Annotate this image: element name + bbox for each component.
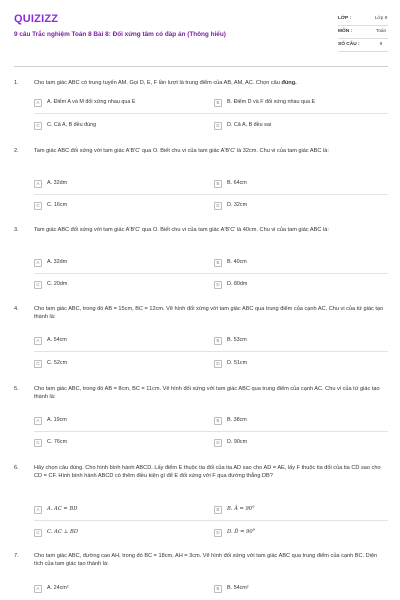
option-key-box: B — [214, 337, 222, 345]
option-d[interactable] — [214, 279, 388, 291]
question-text: Cho tam giác ABC có trung tuyến AM. Gọi D, E, F lần lượt là trung điểm của AB, AM, AC. Chọn câu đúng. — [34, 80, 297, 86]
question-3 — [14, 227, 388, 297]
option-b[interactable] — [214, 504, 388, 516]
option-b[interactable] — [214, 335, 388, 347]
meta-label: SỐ CÂU : — [338, 41, 360, 47]
option-text: B. 38cm — [227, 417, 247, 424]
question-text: Cho tam giác ABC, trong đó AB = 15cm, BC = 12cm. Vẽ hình đối xứng với tam giác ABC qua trung điểm của cạnh AC. Chu vi của tứ giác tạo thành là: — [34, 306, 384, 320]
option-d[interactable] — [214, 437, 388, 449]
meta-label: LỚP : — [338, 15, 352, 21]
option-text: C. 52cm — [47, 360, 68, 367]
option-a[interactable] — [34, 97, 208, 109]
meta-value: Lớp 8 — [374, 15, 388, 21]
option-text: D. 51cm — [227, 360, 248, 367]
option-key-box: A — [34, 337, 42, 345]
option-a[interactable] — [34, 257, 208, 269]
option-key-box: D — [214, 529, 222, 537]
option-a[interactable] — [34, 583, 208, 595]
option-text: C. AC ⊥ BD — [47, 529, 78, 536]
option-a[interactable] — [34, 178, 208, 190]
option-b[interactable] — [214, 415, 388, 427]
question-text-emphasis: đúng. — [281, 80, 297, 86]
option-d[interactable] — [214, 527, 388, 539]
question-2 — [14, 148, 388, 218]
option-key-box: A — [34, 259, 42, 267]
option-key-box: C — [34, 202, 42, 210]
option-d[interactable] — [214, 358, 388, 370]
option-divider — [34, 520, 388, 521]
option-key-box: D — [214, 439, 222, 447]
question-number: 4. — [14, 306, 19, 312]
option-divider — [34, 351, 388, 352]
meta-row-class — [338, 13, 388, 26]
question-text: Tam giác ABC đối xứng với tam giác A'B'C' qua O. Biết chu vi của tam giác A'B'C' là 32cm. Chu vi của tam giác ABC là: — [34, 148, 329, 154]
question-4 — [14, 306, 388, 378]
option-key-box: A — [34, 180, 42, 188]
option-d[interactable] — [214, 200, 388, 212]
question-text: Cho tam giác ABC, đường cao AH, trong đó BC = 18cm, AH = 3cm. Vẽ hình đối xứng với tam giác ABC qua trung điểm của cạnh BC. Diện tích của tam giác tạo thành là: — [34, 553, 378, 567]
question-number: 5. — [14, 386, 19, 392]
option-key-box: C — [34, 122, 42, 130]
worksheet-title: 9 câu Trắc nghiệm Toán 8 Bài 8: Đối xứng tâm có đáp án (Thông hiểu) — [14, 31, 226, 38]
option-b[interactable] — [214, 257, 388, 269]
option-a[interactable] — [34, 504, 208, 516]
option-a[interactable] — [34, 415, 208, 427]
question-number: 2. — [14, 148, 19, 154]
option-text: C. 16cm — [47, 202, 68, 209]
option-key-box: C — [34, 439, 42, 447]
option-key-box: A — [34, 506, 42, 514]
option-text: A. 24cm² — [47, 585, 69, 592]
option-key-box: D — [214, 360, 222, 368]
meta-panel — [338, 13, 388, 52]
option-text: B. 40cm — [227, 259, 247, 266]
question-5 — [14, 386, 388, 458]
option-text: B. Â = 90° — [227, 506, 255, 513]
option-key-box: A — [34, 99, 42, 107]
header-divider — [14, 66, 388, 67]
option-b[interactable] — [214, 178, 388, 190]
option-b[interactable] — [214, 583, 388, 595]
question-7 — [14, 553, 388, 600]
option-text: C. 20dm — [47, 281, 68, 288]
option-divider — [34, 113, 388, 114]
option-key-box: B — [214, 506, 222, 514]
option-text: D. 90cm — [227, 439, 248, 446]
option-c[interactable] — [34, 527, 208, 539]
option-text: D. 32cm — [227, 202, 248, 209]
option-text: C. 76cm — [47, 439, 68, 446]
option-key-box: B — [214, 180, 222, 188]
question-6 — [14, 465, 388, 547]
question-number: 6. — [14, 465, 19, 471]
option-text: D. D̂ = 90° — [227, 529, 256, 536]
option-divider — [34, 431, 388, 432]
meta-value: 9 — [379, 41, 383, 47]
option-c[interactable] — [34, 437, 208, 449]
option-b[interactable] — [214, 97, 388, 109]
option-text: A. 32dm — [47, 259, 68, 266]
option-c[interactable] — [34, 279, 208, 291]
option-key-box: D — [214, 202, 222, 210]
option-text: B. 64cm — [227, 180, 247, 187]
option-text: A. 54cm — [47, 337, 67, 344]
question-text: Cho tam giác ABC, trong đó AB = 8cm, BC = 11cm. Vẽ hình đối xứng với tam giác ABC qua trung điểm của cạnh AC. Chu vi của tứ giác tạo thành là: — [34, 386, 380, 400]
option-key-box: C — [34, 529, 42, 537]
option-divider — [34, 194, 388, 195]
option-key-box: A — [34, 585, 42, 593]
question-number: 1. — [14, 80, 19, 86]
question-number: 3. — [14, 227, 19, 233]
option-key-box: D — [214, 281, 222, 289]
option-c[interactable] — [34, 200, 208, 212]
option-d[interactable] — [214, 120, 388, 132]
option-key-box: A — [34, 417, 42, 425]
meta-row-subject — [338, 26, 388, 39]
option-a[interactable] — [34, 335, 208, 347]
option-text: A. AC = BD — [47, 506, 78, 513]
option-key-box: B — [214, 585, 222, 593]
option-text: A. 32dm — [47, 180, 68, 187]
question-number: 7. — [14, 553, 19, 559]
option-text: C. Cả A, B đều đúng — [47, 122, 97, 129]
option-c[interactable] — [34, 120, 208, 132]
meta-row-count — [338, 39, 388, 52]
question-text: Hãy chọn câu đúng. Cho hình bình hành ABCD. Lấy điểm E thuộc tia đối của tia AD sao cho AD = AE, lấy F thuộc tia đối của tia CD sao cho CD = CF. Hình bình hành ABCD có thêm điều kiện gì để E đối xứng với F qua đường thẳng DB? — [34, 465, 381, 479]
option-text: A. Điểm A và M đối xứng nhau qua E — [47, 99, 136, 106]
option-divider — [34, 273, 388, 274]
option-key-box: B — [214, 417, 222, 425]
option-text: B. Điểm D và F đối xứng nhau qua E — [227, 99, 316, 106]
option-text: B. 53cm — [227, 337, 247, 344]
question-1 — [14, 80, 388, 140]
option-key-box: C — [34, 360, 42, 368]
option-text: D. 80dm — [227, 281, 248, 288]
option-key-box: B — [214, 99, 222, 107]
option-text: B. 54cm² — [227, 585, 249, 592]
quizizz-logo: QUIZIZZ — [14, 13, 59, 25]
option-key-box: B — [214, 259, 222, 267]
option-text: D. Cả A, B đều sai — [227, 122, 272, 129]
option-key-box: D — [214, 122, 222, 130]
worksheet-header — [14, 10, 388, 62]
option-text: A. 19cm — [47, 417, 67, 424]
option-key-box: C — [34, 281, 42, 289]
meta-value: Toán — [375, 28, 387, 34]
question-text: Tam giác ABC đối xứng với tam giác A'B'C' qua O. Biết chu vi của tam giác A'B'C' là 40cm. Chu vi của tam giác ABC là: — [34, 227, 329, 233]
meta-label: MÔN : — [338, 28, 353, 34]
option-c[interactable] — [34, 358, 208, 370]
